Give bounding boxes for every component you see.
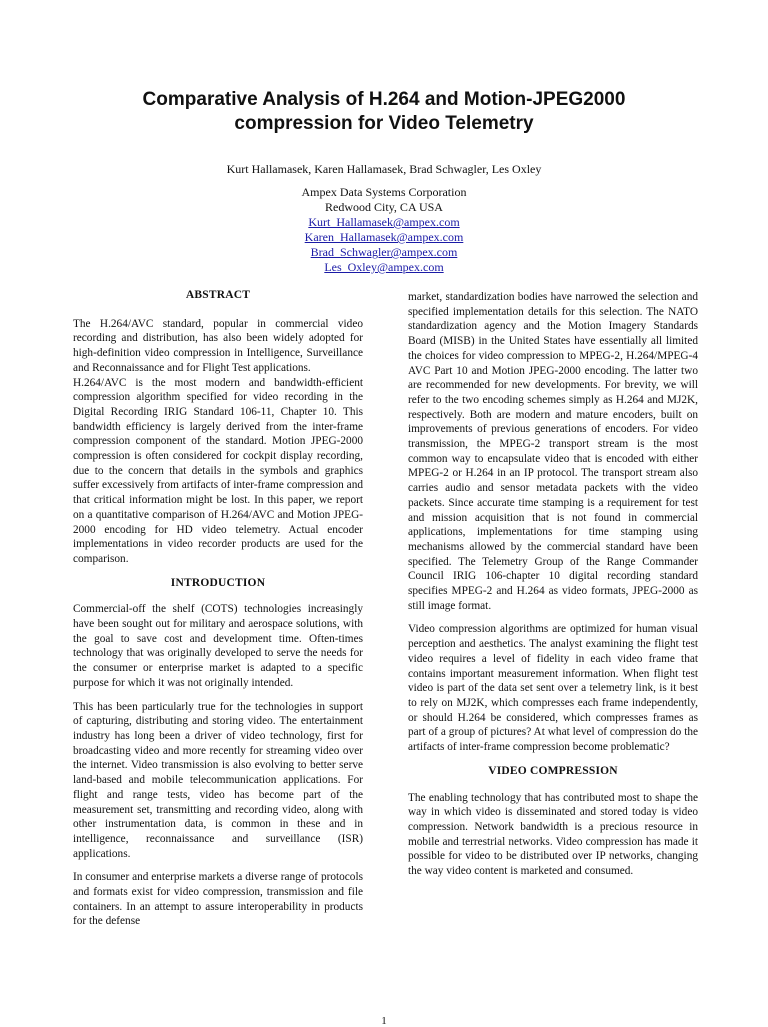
- email-link-les[interactable]: Les_Oxley@ampex.com: [324, 260, 444, 274]
- title-line-1: Comparative Analysis of H.264 and Motion-JPEG2000: [142, 89, 626, 110]
- video-compression-heading: VIDEO COMPRESSION: [488, 764, 618, 777]
- abstract-paragraph-2: H.264/AVC is the most modern and bandwidth-efficient compression algorithm specified for video recording in the Digital Recording IRIG Standard 106-11, Chapter 10. This bandwidth efficiency is largely derived from the inter-frame compression component of the standard. Motion JPEG-2000 compression is often considered for cockpit display recording, due to the concern that details in the symbols and graphics suffer excessively from artifacts of inter-frame compression and that critical information might be lost. In this paper, we report on a quantitative comparison of H.264/AVC and Motion JPEG-2000 encoding for HD video telemetry. Actual encoder implementations in video recorder products are used for the comparison.: [73, 376, 363, 565]
- abstract-heading: ABSTRACT: [185, 289, 251, 301]
- abstract-paragraph-1: The H.264/AVC standard, popular in commercial video recording and distribution, has also been widely adopted for high-definition video compression in Intelligence, Surveillance and Reconnaissance and for Flight Test applications.: [73, 317, 363, 374]
- introduction-heading: INTRODUCTION: [170, 576, 266, 589]
- right-column: [408, 290, 698, 888]
- email-link-kurt[interactable]: Kurt_Hallamasek@ampex.com: [308, 215, 460, 229]
- affiliation-block: [160, 185, 608, 275]
- affiliation-location: Redwood City, CA USA: [325, 200, 443, 214]
- right-paragraph-2: Video compression algorithms are optimized for human visual perception and aesthetics. The analyst examining the flight test video requires a level of fidelity in each video frame that contains important measurement information. When flight test video is part of the data set sent over a telemetry link, is it best to rely on MJ2K, which compresses each frame independently, or should H.264 be considered, which compresses frames as part of a group of pictures? At what level of compression do the artifacts of inter-frame compression become problematic?: [408, 623, 698, 754]
- page-number: 1: [381, 1015, 387, 1027]
- email-link-karen[interactable]: Karen_Hallamasek@ampex.com: [304, 230, 464, 244]
- right-paragraph-1: market, standardization bodies have narrowed the selection and specified implementation details for this selection. The NATO standardization agency and the Motion Imagery Standards Board (MISB) in the United States have essentially all limited the choices for video compression to MPEG-2, H.264/MPEG-4 AVC Part 10 and Motion JPEG-2000 encoding. The latter two are recommended for new developments. For brevity, we will refer to the two encoding schemes simply as H.264 and MJ2K, respectively. Both are modern and mature encoders, built on improvements of previous generations of encoders. For video transmission, the MPEG-2 transport stream is the most common way to encapsulate video that is encoded with either MPEG-2 or H.264 in an IP protocol. The transport stream also carries audio and sensor metadata packets with the video packets. Since accurate time stamping is a requirement for test and mission acquisition that is not found in commercial applications, implementations for time stamping using mechanisms allowed by the commercial standard have been specified. The Telemetry Group of the Range Commander Council IRIG 106-chapter 10 digital recording standard specifies MPEG-2 and H.264 as video formats, JPEG-2000 as still image format.: [408, 291, 698, 612]
- introduction-paragraph-3: In consumer and enterprise markets a diverse range of protocols and formats exist for video compression, transmission and file containers. In an attempt to assure interoperability in products for the defense: [73, 871, 363, 928]
- title-line-2: compression for Video Telemetry: [234, 113, 534, 134]
- introduction-paragraph-1: Commercial-off the shelf (COTS) technologies increasingly have been sought out for military and aerospace solutions, with the goal to save cost and development time. Often-times technology that was originally developed to serve the needs for the consumer or enterprise market is adapted to a specific purpose for which it was not originally intended.: [73, 603, 363, 689]
- email-link-brad[interactable]: Brad_Schwagler@ampex.com: [310, 245, 458, 259]
- introduction-paragraph-2: This has been particularly true for the technologies in support of capturing, distributing and storing video. The entertainment industry has long been a driver of video technology, first for broadcasting video and more recently for streaming video over the internet. Video transmission is also evolving to better serve land-based and mobile telecommunication applications. For flight and range tests, video has become part of the measurement set, transmitting and recording video, along with other instrumentation data, is common in these and in intelligence, reconnaissance and surveillance (ISR) applications.: [73, 700, 363, 860]
- affiliation-org: Ampex Data Systems Corporation: [301, 185, 467, 199]
- left-column: [73, 288, 363, 938]
- paper-title: [60, 88, 708, 136]
- author-list: Kurt Hallamasek, Karen Hallamasek, Brad Schwagler, Les Oxley: [226, 162, 542, 176]
- video-compression-paragraph-1: The enabling technology that has contributed most to shape the way in which video is disseminated and stored today is video compression. Network bandwidth is a precious resource in mobile and terrestrial networks. Video compression has made it possible for video to be distributed over IP networks, changing the way video content is marketed and consumed.: [408, 791, 698, 878]
